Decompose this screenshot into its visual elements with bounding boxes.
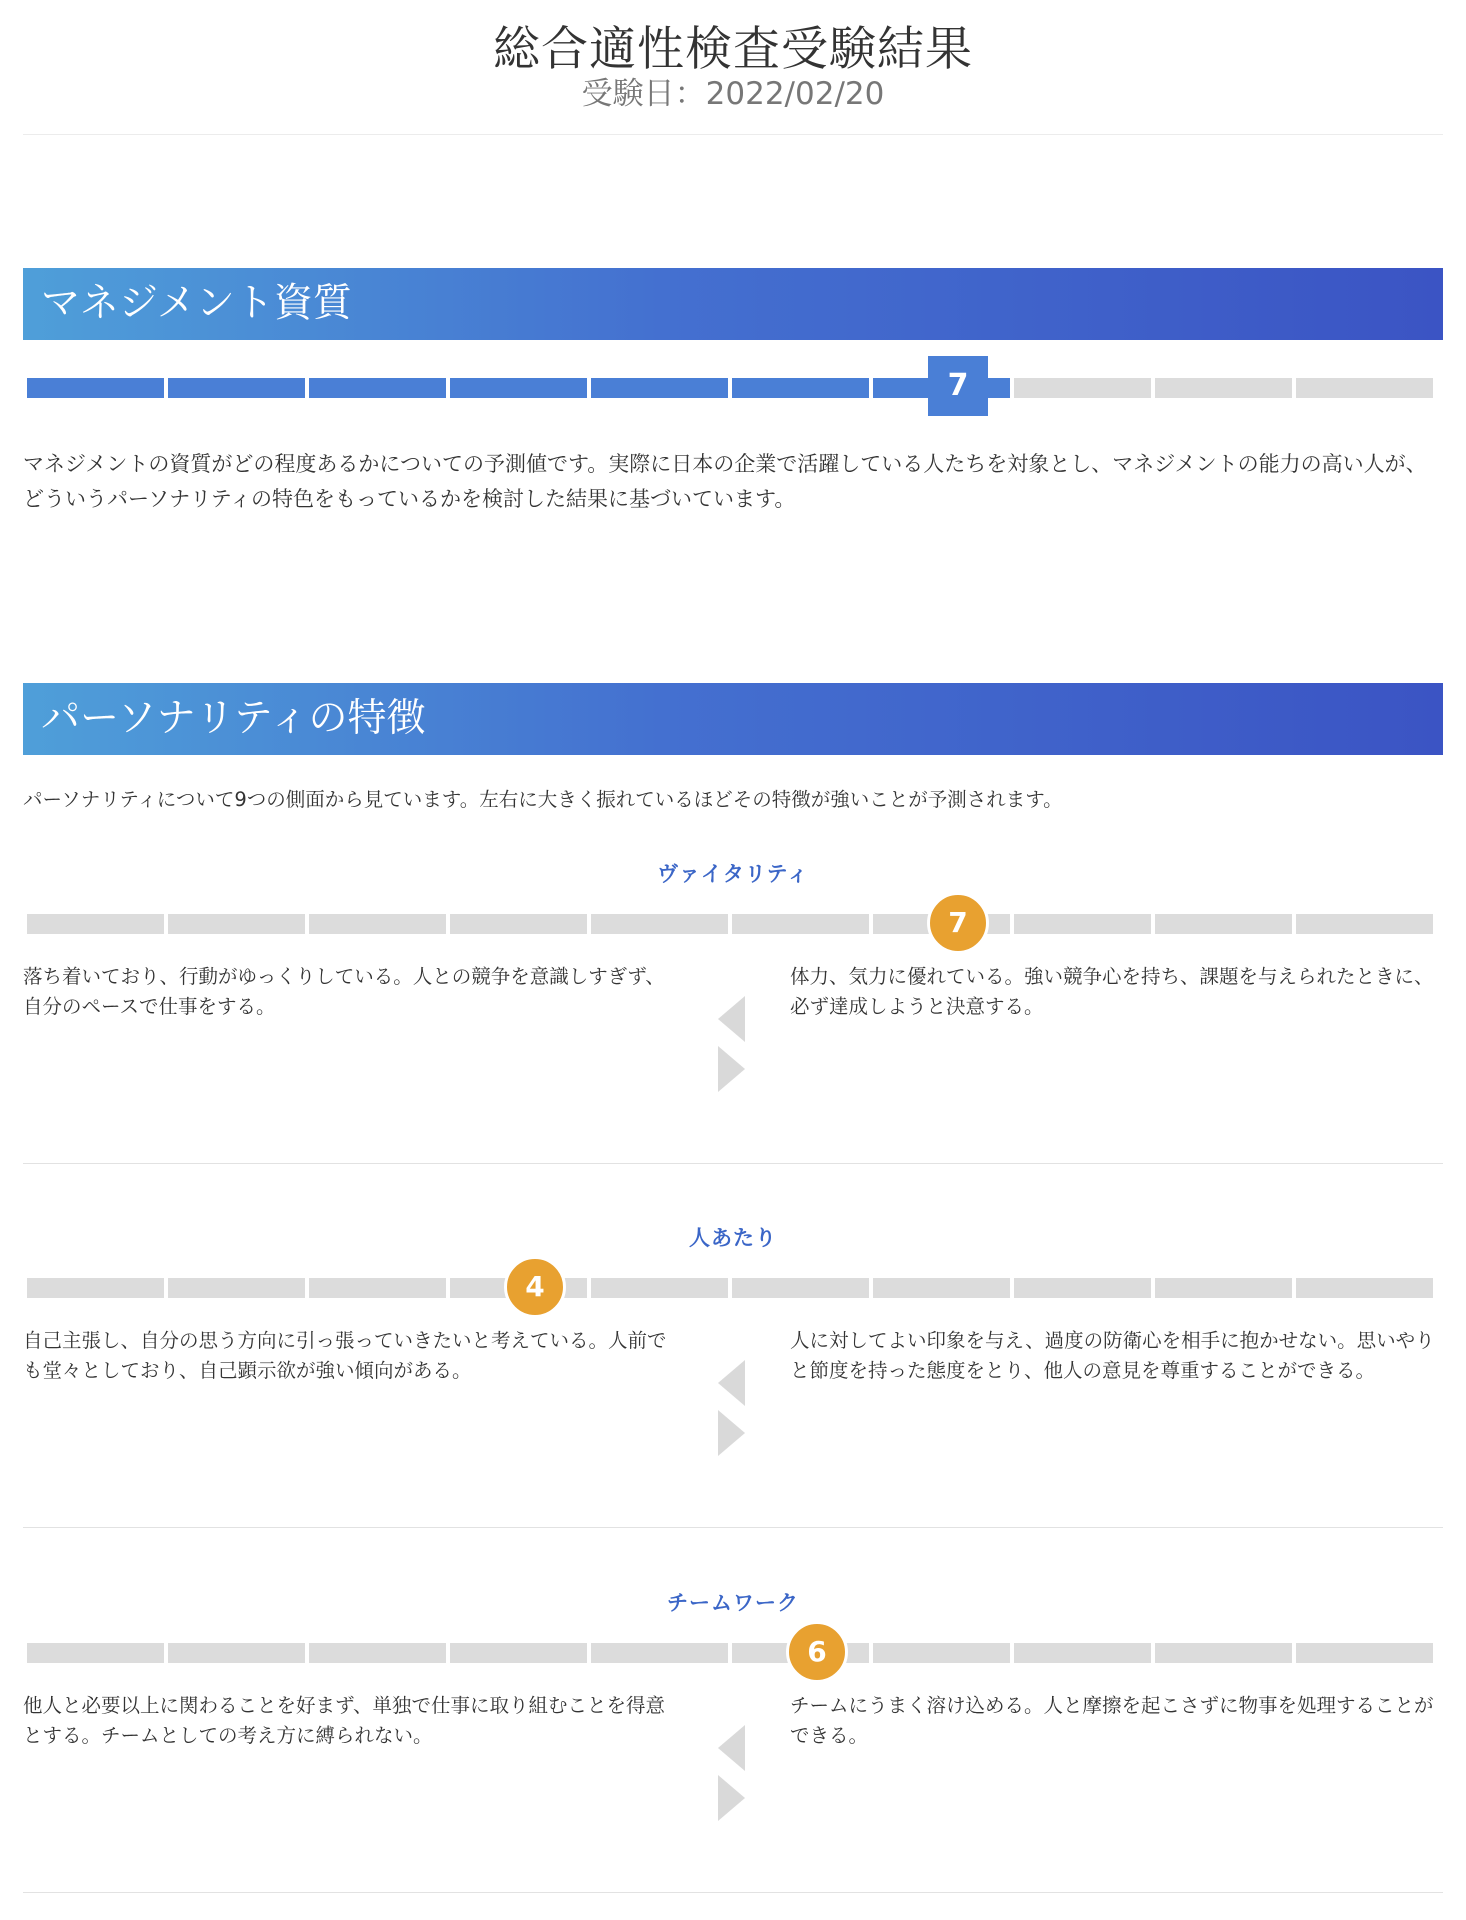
scale-segment: [27, 1278, 164, 1298]
left-right-arrows-icon: [718, 996, 748, 1096]
scale-segment: [1155, 378, 1292, 398]
scale-segment: [309, 914, 446, 934]
scale-segment: [732, 914, 869, 934]
scale-segment: [168, 914, 305, 934]
scale-segment: [450, 914, 587, 934]
scale-segment: [732, 1278, 869, 1298]
scale-segment: [168, 1643, 305, 1663]
personality-intro: パーソナリティについて9つの側面から見ています。左右に大きく振れているほどその特徴が強いことが予測されます。: [23, 788, 1063, 811]
divider: [23, 1163, 1443, 1164]
scale-segment: [1155, 1278, 1292, 1298]
trait-scale-interpersonal: [27, 1270, 1439, 1303]
management-score-scale: [27, 368, 1439, 403]
scale-segment: [873, 1278, 1010, 1298]
scale-segment: [591, 378, 728, 398]
scale-segment: [309, 1643, 446, 1663]
management-description: マネジメントの資質がどの程度あるかについての予測値です。実際に日本の企業で活躍している人たちを対象とし、マネジメントの能力の高い人が、どういうパーソナリティの特色をもっているかを検討した結果に基づいています。: [23, 452, 1427, 511]
scale-segment: [1014, 1278, 1151, 1298]
trait-score-marker: 4: [504, 1256, 566, 1318]
scale-segment: [1014, 914, 1151, 934]
arrow-left-icon: [718, 1360, 745, 1406]
scale-segment: [1014, 1643, 1151, 1663]
scale-segment: [27, 914, 164, 934]
scale-segment: [450, 1643, 587, 1663]
scale-segment: [1014, 378, 1151, 398]
scale-segment: [591, 1643, 728, 1663]
trait-title-teamwork: チームワーク: [667, 1591, 799, 1615]
trait-left-description: 自己主張し、自分の思う方向に引っ張っていきたいと考えている。人前でも堂々としており、自己顕示欲が強い傾向がある。: [23, 1329, 667, 1382]
scale-segment: [591, 914, 728, 934]
page-title: 総合適性検査受験結果: [493, 22, 973, 77]
scale-segment: [1296, 914, 1433, 934]
arrow-left-icon: [718, 1725, 745, 1771]
personality-heading: パーソナリティの特徴: [23, 683, 1443, 755]
scale-segment: [591, 1278, 728, 1298]
trait-title-interpersonal: 人あたり: [689, 1226, 777, 1250]
arrow-left-icon: [718, 996, 745, 1042]
divider: [23, 1892, 1443, 1893]
scale-segment: [450, 378, 587, 398]
scale-segment: [309, 378, 446, 398]
scale-segment: [1296, 1643, 1433, 1663]
scale-segment: [27, 378, 164, 398]
scale-segment: [27, 1643, 164, 1663]
management-heading: マネジメント資質: [23, 268, 1443, 340]
trait-scale-vitality: [27, 906, 1439, 939]
trait-right-description: 人に対してよい印象を与え、過度の防衛心を相手に抱かせない。思いやりと節度を持った態度をとり、他人の意見を尊重することができる。: [790, 1329, 1435, 1382]
scale-segment: [732, 378, 869, 398]
divider: [23, 1527, 1443, 1528]
left-right-arrows-icon: [718, 1360, 748, 1460]
scale-segment: [309, 1278, 446, 1298]
scale-segment: [168, 378, 305, 398]
trait-scale-teamwork: [27, 1635, 1439, 1668]
arrow-right-icon: [718, 1775, 745, 1821]
trait-left-description: 他人と必要以上に関わることを好まず、単独で仕事に取り組むことを得意とする。チームとしての考え方に縛られない。: [23, 1694, 665, 1747]
scale-segment: [873, 1643, 1010, 1663]
trait-title-vitality: ヴァイタリティ: [657, 862, 809, 886]
trait-score-marker: 6: [786, 1621, 848, 1683]
scale-segment: [1155, 914, 1292, 934]
management-score-marker: 7: [928, 356, 988, 416]
trait-right-description: 体力、気力に優れている。強い競争心を持ち、課題を与えられたときに、必ず達成しようと決意する。: [790, 965, 1434, 1018]
arrow-right-icon: [718, 1410, 745, 1456]
scale-segment: [1296, 1278, 1433, 1298]
arrow-right-icon: [718, 1046, 745, 1092]
trait-left-description: 落ち着いており、行動がゆっくりしている。人との競争を意識しすぎず、自分のペースで仕事をする。: [23, 965, 665, 1018]
scale-segment: [1155, 1643, 1292, 1663]
trait-right-description: チームにうまく溶け込める。人と摩擦を起こさずに物事を処理することができる。: [790, 1694, 1434, 1747]
scale-segment: [1296, 378, 1433, 398]
scale-segment: [168, 1278, 305, 1298]
exam-date: 受験日：2022/02/20: [581, 76, 885, 112]
left-right-arrows-icon: [718, 1725, 748, 1825]
trait-score-marker: 7: [927, 892, 989, 954]
report-header: [23, 0, 1443, 135]
